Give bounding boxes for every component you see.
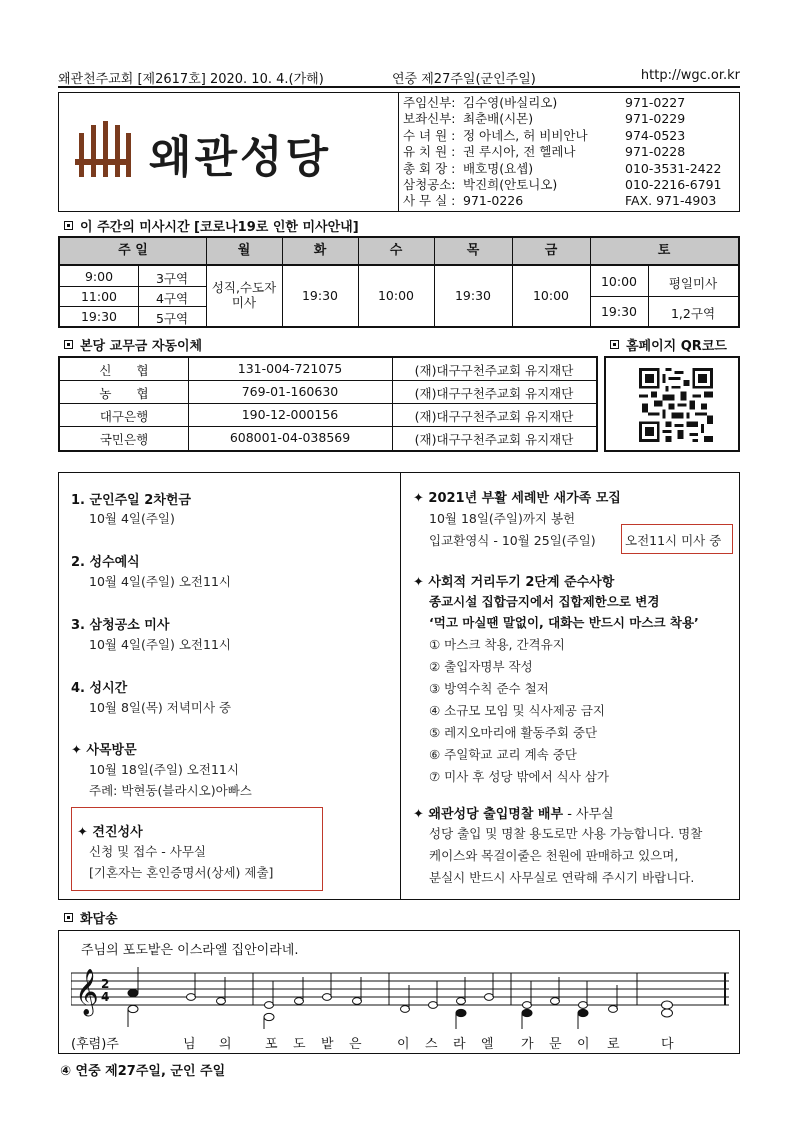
staff-row: 삼청공소: 박진희(안토니오) 010-2216-6791 xyxy=(403,176,722,192)
notice-line: 10월 18일(주일)까지 봉헌 xyxy=(429,511,576,526)
lyric-syllable: 님 xyxy=(183,1037,196,1052)
notice-line: 10월 4일(주일) 오전11시 xyxy=(89,637,231,652)
header-tuesday: 화 xyxy=(313,243,327,258)
notice-title: 3. 삼청공소 미사 xyxy=(71,618,170,633)
staff-directory xyxy=(403,95,737,210)
monday-mass: 성직,수도자 미사 xyxy=(211,280,277,310)
lyric-syllable: 스 xyxy=(425,1037,438,1052)
tuesday-mass: 19:30 xyxy=(301,288,339,303)
qr-box xyxy=(604,356,740,452)
notice-line: ⑦ 미사 후 성당 밖에서 식사 삼가 xyxy=(429,769,609,784)
friday-mass: 10:00 xyxy=(532,288,570,303)
bullet-square-icon xyxy=(64,913,73,922)
notice-title: 2. 성수예식 xyxy=(71,555,140,570)
header-saturday: 토 xyxy=(657,243,671,258)
staff-row: 유 치 원 : 권 루시아, 전 헬레나 971-0228 xyxy=(403,144,686,160)
lyric-syllable: 포 xyxy=(265,1037,278,1052)
psalm-box xyxy=(58,930,740,1054)
notice-title: ✦ 사목방문 xyxy=(71,743,137,758)
lyric-syllable: 은 xyxy=(349,1037,362,1052)
notice-title: 1. 군인주일 2차헌금 xyxy=(71,493,191,508)
saturday-desc: 1,2구역 xyxy=(670,306,716,321)
page-footer: ④ 연중 제27주일, 군인 주일 xyxy=(60,1064,226,1079)
notice-line: 10월 4일(주일) xyxy=(89,511,175,526)
notice-title: ✦ 견진성사 xyxy=(77,825,143,840)
lyric-syllable: 문 xyxy=(549,1037,562,1052)
lyric-syllable: 의 xyxy=(219,1037,232,1052)
saturday-time: 19:30 xyxy=(600,304,638,319)
thursday-mass: 19:30 xyxy=(454,288,492,303)
psalm-title: 주님의 포도밭은 이스라엘 집안이라네. xyxy=(81,943,299,958)
qr-code-icon[interactable] xyxy=(639,368,713,442)
lyric-syllable: 다 xyxy=(661,1037,674,1052)
qr-section-title: 홈페이지 QR코드 xyxy=(610,335,727,354)
svg-text:2: 2 xyxy=(101,977,110,991)
lyric-syllable: 밭 xyxy=(321,1037,334,1052)
sunday-area: 4구역 xyxy=(155,291,189,306)
notice-line: ① 마스크 착용, 간격유지 xyxy=(429,637,565,652)
liturgical-day: 연중 제27주일(군인주일) xyxy=(392,72,536,87)
notice-line: 오전11시 미사 중 xyxy=(625,533,722,548)
svg-text:4: 4 xyxy=(101,990,110,1004)
logo-area xyxy=(59,93,399,211)
notice-line: ④ 소규모 모임 및 식사제공 금지 xyxy=(429,703,605,718)
mass-schedule-table xyxy=(58,236,740,328)
bank-table xyxy=(58,356,598,452)
notice-line: 10월 4일(주일) 오전11시 xyxy=(89,574,231,589)
bank-row: 농 협 769-01-160630 (재)대구구천주교회 유지재단 xyxy=(60,381,596,404)
notice-line: ③ 방역수칙 준수 철저 xyxy=(429,681,549,696)
staff-row: 주임신부: 김수영(바실리오) 971-0227 xyxy=(403,95,686,110)
header-sunday: 주 일 xyxy=(118,243,148,258)
sunday-time: 9:00 xyxy=(84,269,114,284)
lyric-syllable: 가 xyxy=(521,1037,534,1052)
saturday-time: 10:00 xyxy=(600,274,638,289)
song-section-title: 화답송 xyxy=(64,908,118,927)
bank-row: 신 협 131-004-721075 (재)대구구천주교회 유지재단 xyxy=(60,358,596,381)
sunday-time: 11:00 xyxy=(80,289,118,304)
staff-row: 수 녀 원 : 정 아네스, 허 비비안나 974-0523 xyxy=(403,127,686,143)
lyric-syllable: 로 xyxy=(607,1037,620,1052)
notice-line: ‘먹고 마실땐 말없이, 대화는 반드시 마스크 착용’ xyxy=(429,615,699,630)
mass-section-title: 이 주간의 미사시간 [코로나19로 인한 미사안내] xyxy=(64,216,359,235)
sunday-area: 3구역 xyxy=(155,271,189,286)
parish-name: 왜관성당 xyxy=(149,132,332,183)
notice-line: ⑤ 레지오마리애 활동주회 중단 xyxy=(429,725,598,740)
notice-line: 10월 8일(목) 저녁미사 중 xyxy=(89,700,232,715)
notice-line: ⑥ 주일학교 교리 계속 중단 xyxy=(429,747,577,762)
notice-line: 성당 출입 및 명찰 용도로만 사용 가능합니다. 명찰 xyxy=(429,826,703,841)
lyric-syllable: 도 xyxy=(293,1037,306,1052)
lyric-syllable: 엘 xyxy=(481,1037,494,1052)
bank-row: 국민은행 608001-04-038569 (재)대구구천주교회 유지재단 xyxy=(99,430,574,447)
lyric-syllable: (후렴)주 xyxy=(71,1037,119,1052)
bullet-square-icon xyxy=(610,340,619,349)
website-link[interactable]: http://wgc.or.kr xyxy=(640,68,740,83)
notice-line: 입교환영식 - 10월 25일(주일) xyxy=(429,533,596,548)
header-thursday: 목 xyxy=(466,243,480,258)
notice-line: 주례: 박현동(블라시오)아빠스 xyxy=(89,783,252,798)
masthead-line xyxy=(58,66,740,88)
saturday-desc: 평일미사 xyxy=(668,276,718,291)
staff-row: 사 무 실 : 971-0226 FAX. 971-4903 xyxy=(403,193,717,209)
music-staff-icon xyxy=(71,961,729,1031)
wednesday-mass: 10:00 xyxy=(377,288,415,303)
bulletin-info: 왜관천주교회 [제2617호] 2020. 10. 4.(가해) xyxy=(58,72,324,87)
lyric-syllable: 이 xyxy=(577,1037,590,1052)
mass-table-header xyxy=(60,238,738,266)
bank-section-title: 본당 교무금 자동이체 xyxy=(64,335,202,354)
bullet-square-icon xyxy=(64,340,73,349)
notice-line: 분실시 반드시 사무실로 연락해 주시기 바랍니다. xyxy=(429,870,695,885)
notice-line: [기혼자는 혼인증명서(상세) 제출] xyxy=(89,865,274,880)
notice-title: ✦ 왜관성당 출입명찰 배부 - 사무실 xyxy=(413,807,614,822)
lyric-syllable: 이 xyxy=(397,1037,410,1052)
svg-text:𝄞: 𝄞 xyxy=(75,969,99,1015)
header-box xyxy=(58,92,740,212)
parish-logo-icon xyxy=(73,119,133,181)
notice-title: 4. 성시간 xyxy=(71,681,128,696)
staff-row: 보좌신부: 최춘배(시몬) 971-0229 xyxy=(403,111,686,127)
header-monday: 월 xyxy=(237,243,251,258)
header-friday: 금 xyxy=(544,243,558,258)
notice-line: 케이스와 목걸이줄은 천원에 판매하고 있으며, xyxy=(429,848,679,863)
sunday-area: 5구역 xyxy=(155,311,189,326)
staff-row: 총 회 장 : 배호명(요셉) 010-3531-2422 xyxy=(403,160,722,176)
notice-line: 종교시설 집합금지에서 집합제한으로 변경 xyxy=(429,594,660,609)
bullet-square-icon xyxy=(64,221,73,230)
bank-row: 대구은행 190-12-000156 (재)대구구천주교회 유지재단 xyxy=(60,404,596,427)
lyric-syllable: 라 xyxy=(453,1037,466,1052)
notice-line: 10월 18일(주일) 오전11시 xyxy=(89,762,239,777)
notice-title: ✦ 2021년 부활 세례반 새가족 모집 xyxy=(413,491,621,506)
header-wednesday: 수 xyxy=(389,243,403,258)
sunday-time: 19:30 xyxy=(80,309,118,324)
notice-line: ② 출입자명부 작성 xyxy=(429,659,533,674)
notice-line: 신청 및 접수 - 사무실 xyxy=(89,844,207,859)
notice-title: ✦ 사회적 거리두기 2단계 준수사항 xyxy=(413,575,615,590)
notices-box xyxy=(58,472,740,900)
